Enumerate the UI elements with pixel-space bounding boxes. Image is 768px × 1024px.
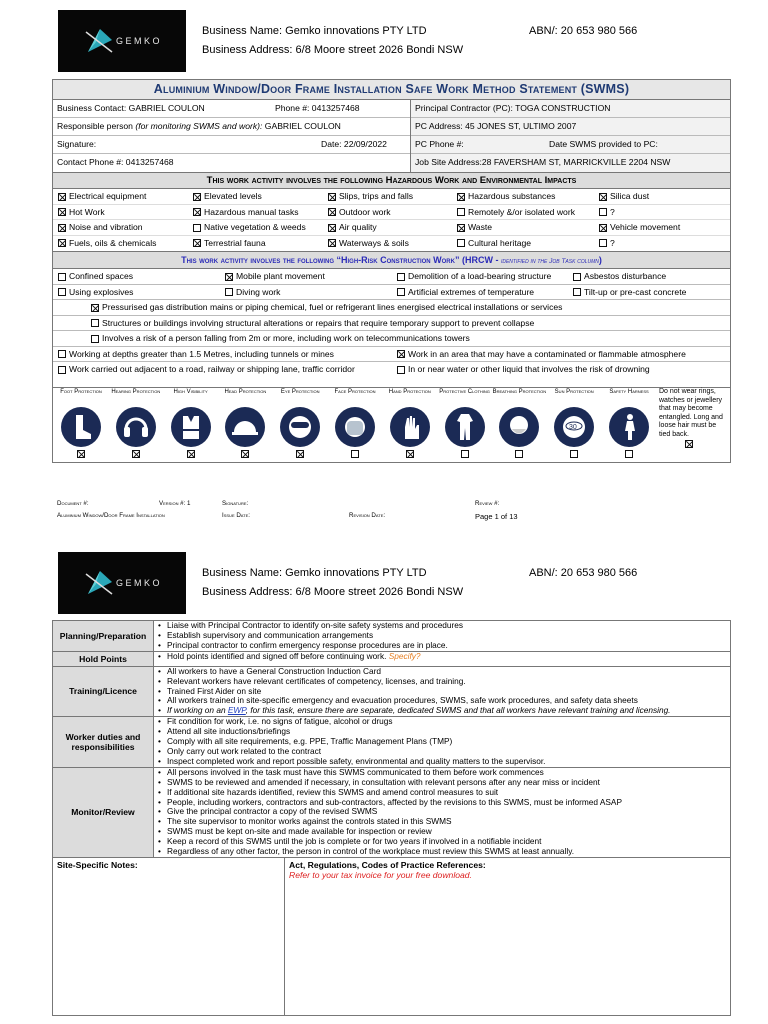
checkbox-checked[interactable] (296, 450, 304, 458)
specify-prompt: Specify? (388, 650, 421, 661)
ppe-item (54, 388, 108, 458)
company-logo (58, 10, 186, 72)
hazard-item[interactable] (58, 205, 105, 220)
procedure-item-text: Principal contractor to confirm emergency response procedures are in place. (167, 639, 448, 650)
hrcw-confined[interactable] (58, 269, 133, 284)
hrcw-depths[interactable] (58, 347, 334, 362)
ppe-label: Head Protection (224, 389, 267, 395)
hazard-label: Outdoor work (339, 206, 391, 217)
hrcw-label: Confined spaces (69, 271, 134, 281)
signature-row (53, 136, 410, 154)
hrcw-explosives[interactable] (58, 285, 133, 300)
ppe-section (53, 387, 730, 463)
hard-hat-icon (225, 407, 265, 447)
act-title: Act, Regulations, Codes of Practice References: (289, 859, 486, 870)
hazard-item[interactable] (58, 220, 143, 235)
hrcw-row (53, 285, 730, 301)
checkbox-empty[interactable] (351, 450, 359, 458)
checkbox-checked[interactable] (241, 450, 249, 458)
checkbox-empty[interactable] (58, 273, 66, 281)
checkbox-empty[interactable] (625, 450, 633, 458)
procedure-label: Worker duties and responsibilities (53, 717, 154, 767)
goggles-icon (280, 407, 320, 447)
checkbox-empty[interactable] (599, 208, 607, 216)
hazard-item[interactable] (193, 236, 266, 251)
ewp-item (158, 706, 726, 716)
ppe-item (218, 388, 272, 458)
respirator-icon (499, 407, 539, 447)
checkbox-checked[interactable] (457, 224, 465, 232)
procedure-label: Training/Licence (53, 667, 154, 717)
hrcw-falling[interactable] (91, 331, 470, 346)
hazard-item[interactable] (599, 220, 680, 235)
checkbox-checked[interactable] (406, 450, 414, 458)
hazards-checklist (53, 189, 730, 251)
procedure-items (154, 717, 730, 767)
ppe-label: Face Protection (334, 389, 376, 395)
contact-phone-row (53, 154, 410, 172)
hazard-item[interactable] (58, 236, 156, 251)
pc-phone-row (411, 136, 730, 154)
hazards-heading: This work activity involves the following Hazardous Work and Environmental Impacts (53, 173, 730, 189)
hazard-item[interactable] (193, 220, 306, 235)
ppe-item (164, 388, 218, 458)
ppe-item (383, 388, 437, 458)
checkbox-checked[interactable] (58, 224, 66, 232)
hrcw-label: Work in an area that may have a contaminated or flammable atmosphere (408, 348, 686, 359)
checkbox-checked[interactable] (328, 193, 336, 201)
ppe-label: Foot Protection (60, 389, 102, 395)
procedure-item (158, 847, 726, 857)
ppe-item (273, 388, 327, 458)
act-note: Refer to your tax invoice for your free download. (289, 869, 472, 880)
site-specific-notes[interactable]: Site-Specific Notes: (53, 858, 285, 1015)
checkbox-checked[interactable] (457, 193, 465, 201)
issue-date: Issue Date: (222, 512, 251, 519)
hazard-label: Fuels, oils & chemicals (69, 237, 157, 248)
document-number: Document #: (57, 500, 89, 507)
procedure-items (154, 768, 730, 857)
hrcw-label: Mobile plant movement (236, 271, 325, 281)
company-logo (58, 552, 186, 614)
checkbox-checked[interactable] (397, 350, 405, 358)
procedure-item-text: Relevant workers have relevant certificates of competency, licenses, and training. (167, 675, 466, 686)
checkbox-empty[interactable] (58, 288, 66, 296)
hrcw-structures[interactable] (91, 316, 534, 331)
hrcw-tiltup[interactable] (573, 285, 686, 300)
swms-title: Aluminium Window/Door Frame Installation Safe Work Method Statement (SWMS) (53, 80, 730, 100)
checkbox-checked[interactable] (58, 239, 66, 247)
hrcw-heading-close: ) (598, 255, 602, 265)
procedure-item-text: All persons involved in the task must have this SWMS communicated to them before work commences (167, 766, 544, 777)
checkbox-checked[interactable] (328, 239, 336, 247)
checkbox-checked[interactable] (225, 273, 233, 281)
ppe-note (659, 388, 729, 452)
procedure-label: Planning/Preparation (53, 621, 154, 651)
procedure-item-text: Only carry out work related to the contract (167, 745, 322, 756)
revision-date: Revision Date: (349, 512, 386, 519)
hazard-item[interactable] (193, 189, 262, 204)
checkbox-empty[interactable] (225, 288, 233, 296)
checkbox-empty[interactable] (58, 350, 66, 358)
procedure-item-text: Attend all site inductions/briefings (167, 726, 291, 737)
business-address: Business Address: 6/8 Moore street 2026 Bondi NSW (202, 586, 464, 598)
swms-form (52, 79, 731, 463)
procedure-label: Monitor/Review (53, 768, 154, 857)
page-header-2 (0, 552, 768, 614)
checkbox-empty[interactable] (573, 273, 581, 281)
hazard-row (53, 189, 730, 205)
hazard-label: Waste (468, 222, 493, 232)
checkbox-checked[interactable] (77, 450, 85, 458)
review-number: Review #: (475, 500, 500, 507)
checkbox-empty[interactable] (573, 288, 581, 296)
hazard-label: Hazardous substances (468, 191, 556, 201)
procedure-row (53, 667, 730, 718)
checkbox-checked[interactable] (328, 208, 336, 216)
footer-doc-title: Aluminium Window/Door Frame Installation (57, 512, 165, 519)
hazard-label: Electrical equipment (69, 191, 147, 201)
hazard-item[interactable] (58, 189, 146, 204)
checkbox-checked[interactable] (328, 224, 336, 232)
coverall-icon (445, 407, 485, 447)
ewp-pre: If working on an (167, 705, 228, 716)
checkbox-checked[interactable] (58, 193, 66, 201)
principal-contractor: Principal Contractor (PC): TOGA CONSTRUCTION (411, 100, 730, 118)
ppe-note-checkbox[interactable] (685, 440, 693, 448)
hazard-row (53, 205, 730, 221)
hazard-label: Hot Work (69, 206, 105, 217)
hazard-label: Air quality (339, 222, 377, 232)
checkbox-empty[interactable] (91, 335, 99, 343)
procedure-item-text: Comply with all site requirements, e.g. PPE, Traffic Management Plans (TMP) (167, 736, 453, 747)
hrcw-demolition[interactable] (397, 269, 551, 284)
version-number: Version #: 1 (159, 500, 191, 507)
hrcw-label: Involves a risk of a person falling from 2m or more, including work on telecommunications towers (102, 333, 470, 343)
hrcw-row (53, 362, 730, 378)
procedure-item (158, 757, 726, 767)
procedure-item-text: If additional site hazards identified, review this SWMS and amend control measures to suit (167, 786, 499, 797)
hrcw-road[interactable] (58, 362, 355, 377)
hrcw-label: Pressurised gas distribution mains or piping chemical, fuel or refrigerant lines energised electrical installations or services (102, 302, 563, 312)
ppe-item (328, 388, 382, 458)
responsible-person: GABRIEL COULON (264, 121, 341, 131)
ewp-link[interactable]: EWP (227, 705, 246, 716)
hrcw-water[interactable] (397, 362, 650, 377)
date-field: Date: 22/09/2022 (321, 139, 387, 149)
job-site-address: Job Site Address:28 FAVERSHAM ST, MARRICKVILLE 2204 NSW (415, 157, 671, 167)
checkbox-checked[interactable] (599, 224, 607, 232)
ppe-item (547, 388, 601, 458)
procedure-item-text: The site supervisor to monitor works against the controls stated in this SWMS (167, 816, 452, 827)
checkbox-checked[interactable] (132, 450, 140, 458)
hrcw-label: Structures or buildings involving structural alterations or repairs that require temporary support to prevent collapse (102, 317, 535, 328)
hazard-item[interactable] (599, 205, 615, 220)
checkbox-empty[interactable] (515, 450, 523, 458)
checkbox-empty[interactable] (570, 450, 578, 458)
procedure-items (154, 621, 730, 651)
procedure-item-text: All workers to have a General Construction Induction Card (167, 665, 381, 676)
ppe-item (109, 388, 163, 458)
procedure-item-text: SWMS to be reviewed and amended if necessary, in consultation with relevant persons after any near miss or incident (167, 776, 600, 787)
procedure-item-text: Inspect completed work and report possible safety, environmental and quality matters to the supervisor. (167, 755, 546, 766)
hrcw-label: Working at depths greater than 1.5 Metres, including tunnels or mines (69, 348, 334, 359)
hazard-item[interactable] (328, 220, 377, 235)
procedure-row (53, 717, 730, 768)
hrcw-pressurised[interactable] (91, 300, 562, 315)
ppe-item (602, 388, 656, 458)
hrcw-label: Artificial extremes of temperature (408, 286, 535, 297)
hazard-label: Cultural heritage (468, 237, 532, 248)
svg-text:30: 30 (569, 424, 577, 431)
hrcw-checklist (53, 269, 730, 378)
pc-address: PC Address: 45 JONES ST, ULTIMO 2007 (411, 118, 730, 136)
procedure-item-text: Trained First Aider on site (167, 685, 262, 696)
checkbox-empty[interactable] (397, 366, 405, 374)
procedures-table (52, 620, 731, 1016)
hazard-item[interactable] (328, 189, 413, 204)
checkbox-checked[interactable] (187, 450, 195, 458)
ppe-label: High Visibility (173, 389, 208, 395)
abn: ABN/: 20 653 980 566 (529, 25, 638, 37)
footer-signature: Signature: (222, 500, 249, 507)
hrcw-heading (53, 251, 730, 269)
checkbox-empty[interactable] (91, 319, 99, 327)
logo-text: GEMKO (116, 578, 163, 588)
procedure-item-text: Give the principal contractor a copy of the revised SWMS (167, 806, 378, 817)
checkbox-empty[interactable] (457, 239, 465, 247)
phone: Phone #: 0413257468 (275, 103, 360, 113)
ppe-label: Eye Protection (280, 389, 320, 395)
hrcw-label: Work carried out adjacent to a road, railway or shipping lane, traffic corridor (69, 364, 355, 374)
procedure-item-text: People, including workers, contractors and sub-contractors, affected by the revisions to this SWMS, must be informed ASAP (167, 796, 623, 807)
procedure-item (158, 641, 726, 651)
hazard-row (53, 236, 730, 252)
hrcw-label: Tilt-up or pre-cast concrete (584, 286, 687, 297)
business-contact: Business Contact: GABRIEL COULON (57, 103, 205, 113)
glove-icon (390, 407, 430, 447)
harness-icon (609, 407, 649, 447)
hazard-item[interactable] (457, 220, 492, 235)
gemko-logo-icon (84, 26, 114, 56)
contact-info (53, 100, 730, 173)
abn: ABN/: 20 653 980 566 (529, 567, 638, 579)
boot-icon (61, 407, 101, 447)
hrcw-temperature[interactable] (397, 285, 534, 300)
face-shield-icon (335, 407, 375, 447)
hazard-item[interactable] (599, 189, 649, 204)
hrcw-label: Demolition of a load-bearing structure (408, 271, 552, 281)
hrcw-mobile-plant[interactable] (225, 269, 325, 284)
pc-phone: PC Phone #: (415, 139, 464, 149)
hrcw-label: In or near water or other liquid that involves the risk of drowning (408, 364, 650, 374)
procedure-item-text: Liaise with Principal Contractor to identify on-site safety systems and procedures (167, 620, 464, 630)
checkbox-empty[interactable] (397, 273, 405, 281)
hazard-item[interactable] (328, 205, 391, 220)
hazard-label: Noise and vibration (69, 222, 143, 232)
ppe-label: Breathing Protection (492, 389, 547, 395)
gemko-logo-icon (84, 568, 114, 598)
hrcw-diving[interactable] (225, 285, 280, 300)
hazard-row (53, 220, 730, 236)
checkbox-empty[interactable] (193, 224, 201, 232)
procedure-items (154, 667, 730, 717)
checkbox-checked[interactable] (193, 208, 201, 216)
business-name: Business Name: Gemko innovations PTY LTD (202, 25, 427, 37)
procedure-item-text: Hold points identified and signed off before continuing work. (167, 650, 389, 661)
ppe-label: Safety Harness (609, 389, 649, 395)
hrcw-label: Using explosives (69, 286, 134, 297)
ppe-label: Sun Protection (554, 389, 594, 395)
hrcw-contaminated[interactable] (397, 347, 686, 362)
procedure-row (53, 621, 730, 652)
hazard-item[interactable] (328, 236, 409, 251)
hazard-label: Elevated levels (204, 191, 262, 201)
checkbox-empty[interactable] (58, 366, 66, 374)
procedure-item-text: Regardless of any other factor, the person in control of the workplace must review this SWMS at least annually. (167, 846, 575, 857)
hazard-label: Silica dust (610, 191, 650, 201)
checkbox-checked[interactable] (193, 193, 201, 201)
procedure-row (53, 652, 730, 667)
hazard-item[interactable] (599, 236, 615, 251)
hazard-label: Hazardous manual tasks (204, 206, 299, 217)
ppe-label: Hearing Protection (111, 389, 161, 395)
procedure-row (53, 768, 730, 858)
ppe-label: Protective Clothing (439, 389, 490, 395)
procedure-item-text: Establish supervisory and communication arrangements (167, 629, 374, 640)
hrcw-asbestos[interactable] (573, 269, 666, 284)
hi-vis-vest-icon (171, 407, 211, 447)
hrcw-note: identified in the Job Task column (500, 258, 599, 265)
hrcw-label: Asbestos disturbance (584, 271, 667, 281)
checkbox-empty[interactable] (599, 239, 607, 247)
business-contact-row (53, 100, 410, 118)
hrcw-row (53, 331, 730, 347)
hrcw-row (53, 347, 730, 363)
hrcw-row (53, 269, 730, 285)
hazard-label: Native vegetation & weeds (204, 222, 306, 232)
procedure-item-text: All workers trained in site-specific emergency and evacuation procedures, SWMS, safe work procedures, and safety data sheets (167, 695, 638, 706)
checkbox-checked[interactable] (91, 304, 99, 312)
contact-phone: Contact Phone #: 0413257468 (57, 157, 174, 167)
checkbox-empty[interactable] (397, 288, 405, 296)
sunscreen-icon (554, 407, 594, 447)
ppe-note-text: Do not wear rings, watches or jewellery that may become entangled. Long and loose hair must be tied back. (659, 388, 723, 438)
hazard-item[interactable] (457, 205, 575, 220)
notes-row (53, 858, 730, 1015)
hrcw-row (53, 316, 730, 332)
hrcw-heading-text: This work activity involves the following “High-Risk Construction Work” (HRCW - (181, 255, 501, 265)
act-references (285, 858, 730, 1015)
responsible-row (53, 118, 410, 136)
procedure-label: Hold Points (53, 652, 154, 666)
checkbox-checked[interactable] (193, 239, 201, 247)
page-header (0, 10, 768, 72)
checkbox-empty[interactable] (457, 208, 465, 216)
hazard-label: Remotely &/or isolated work (468, 206, 575, 217)
logo-text: GEMKO (116, 36, 163, 46)
hazard-label: Slips, trips and falls (339, 191, 414, 201)
business-address: Business Address: 6/8 Moore street 2026 Bondi NSW (202, 44, 464, 56)
date-swms-provided: Date SWMS provided to PC: (549, 139, 658, 149)
responsible-note: (for monitoring SWMS and work): (135, 121, 265, 131)
ppe-item (438, 388, 492, 458)
ppe-item (492, 388, 546, 458)
hazard-label: Terrestrial fauna (204, 237, 266, 248)
hrcw-row (53, 300, 730, 316)
page-number: Page 1 of 13 (475, 512, 518, 521)
ewp-post: , for this task, ensure there are separate, dedicated SWMS and that all workers have relevant training and licensing. (245, 705, 671, 716)
hazard-label: Waterways & soils (339, 237, 409, 248)
checkbox-checked[interactable] (599, 193, 607, 201)
procedure-item-text: Fit condition for work, i.e. no signs of fatigue, alcohol or drugs (167, 716, 393, 727)
hazard-item[interactable] (457, 189, 555, 204)
hazard-item[interactable] (457, 236, 531, 251)
procedure-item-text: Keep a record of this SWMS until the job is complete or for two years if involved in a notifiable incident (167, 836, 542, 847)
hazard-label: Vehicle movement (610, 222, 681, 232)
hazard-item[interactable] (193, 205, 299, 220)
procedure-item-text: SWMS must be kept on-site and made available for inspection or review (167, 826, 432, 837)
checkbox-checked[interactable] (58, 208, 66, 216)
signature-field[interactable]: Signature: (57, 139, 97, 149)
responsible-label: Responsible person (57, 121, 136, 131)
business-name: Business Name: Gemko innovations PTY LTD (202, 567, 427, 579)
hazard-label: ? (610, 206, 615, 217)
checkbox-empty[interactable] (461, 450, 469, 458)
earmuffs-icon (116, 407, 156, 447)
procedure-item (158, 652, 726, 662)
ppe-label: Hand Protection (388, 389, 431, 395)
procedure-items (154, 652, 730, 666)
hazard-label: ? (610, 237, 615, 248)
hrcw-label: Diving work (236, 286, 281, 297)
